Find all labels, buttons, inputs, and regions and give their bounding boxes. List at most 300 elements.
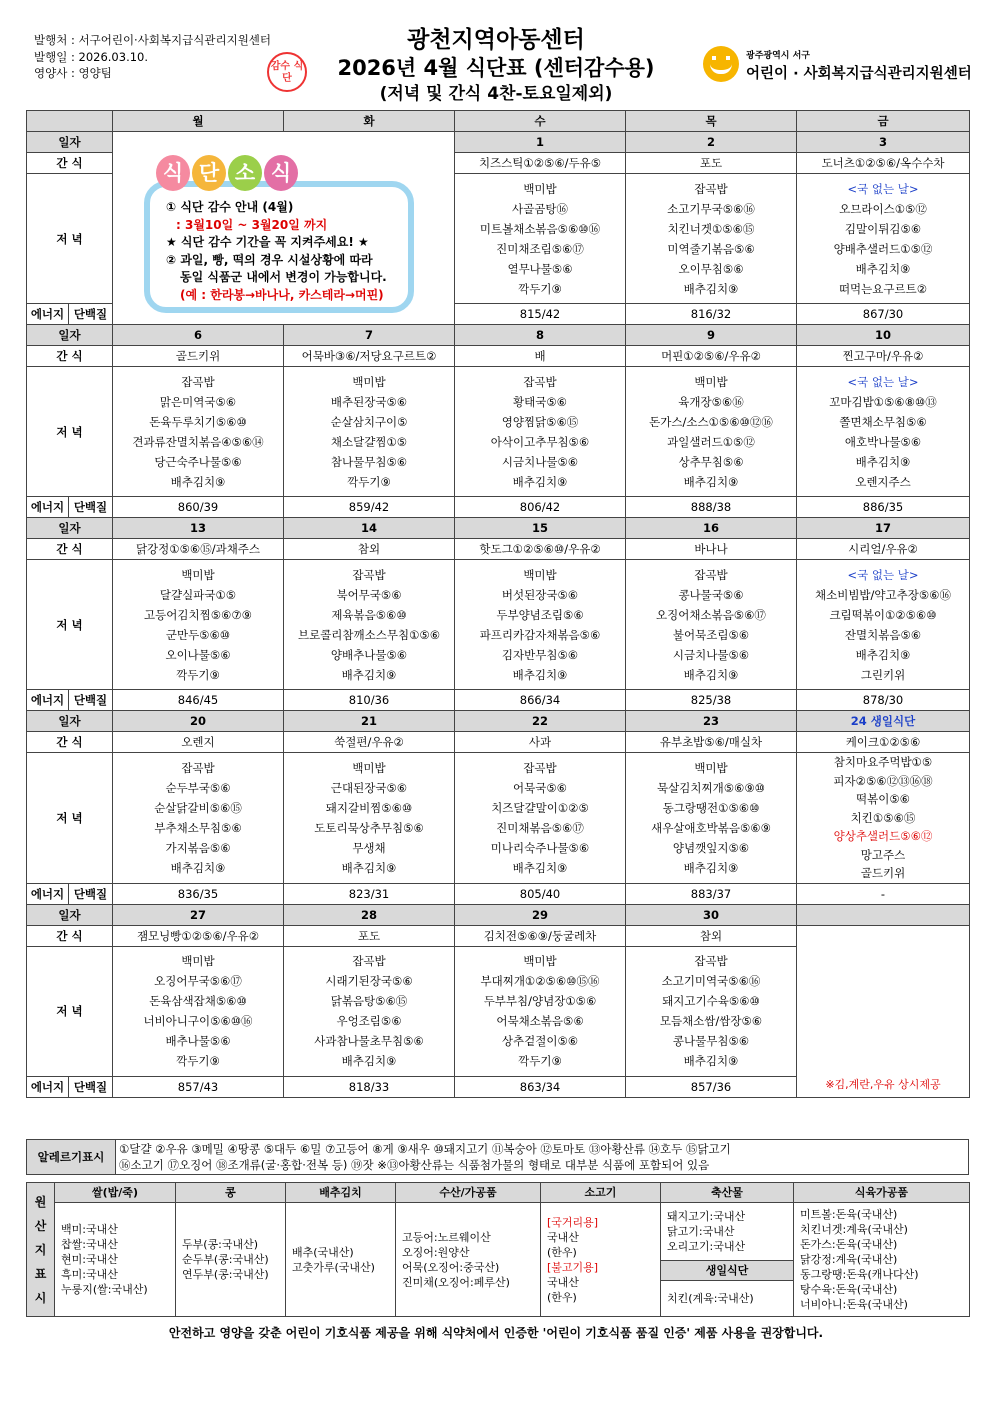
dish: <국 없는 날>: [847, 567, 919, 582]
day-cell: 6: [113, 325, 284, 346]
energy-row: [27, 690, 970, 711]
weekday-2: 화: [284, 111, 455, 132]
dish: 불어묵조림⑤⑥: [672, 627, 750, 642]
dish: 콩나물무침⑤⑥: [672, 1034, 750, 1048]
dish: 잡곡밥: [694, 954, 728, 968]
dish: 피자②⑤⑥⑫⑬⑯⑱: [833, 773, 933, 788]
dish: 돈육삼색잡채⑤⑥⑩: [149, 994, 247, 1008]
origin-header-rice: 쌀(밥/죽): [55, 1183, 176, 1203]
dish: 배추김치⑨: [341, 1054, 397, 1068]
energy-cell: 823/31: [284, 883, 455, 904]
allergy-line-2: ⑯소고기 ⑰오징어 ⑱조개류(굴·홍합·전복 등) ⑲잣 ※⑬아황산류는 식품첨가물의 형태로 대부분 식품에 포함되어 있음: [119, 1158, 710, 1172]
notice-text: [166, 199, 387, 304]
dish: 오징어무국⑤⑥⑰: [154, 974, 242, 988]
dish: 배추된장국⑤⑥: [330, 394, 408, 409]
snack-row: [27, 346, 970, 367]
day-cell: 1: [455, 132, 626, 153]
snack-cell: 유부초밥⑤⑥/매실차: [626, 732, 797, 753]
day-row: [27, 518, 970, 539]
snack-cell: 닭강정①⑤⑥⑮/과채주스: [113, 539, 284, 560]
dish: 돈가스/소스①⑤⑥⑩⑫⑯: [649, 414, 773, 429]
day-cell: 15: [455, 518, 626, 539]
dish: 시금치나물⑤⑥: [501, 454, 579, 469]
dish: 백미밥: [181, 954, 215, 968]
logo-city: 광주광역시 서구: [746, 51, 810, 61]
snack-cell: 오렌지: [113, 732, 284, 753]
snack-cell: 골드키위: [113, 346, 284, 367]
day-cell: 21: [284, 711, 455, 732]
dish: 떠먹는요구르트②: [838, 281, 928, 296]
energy-label: 에너지: [27, 497, 69, 518]
dinner-cell: [113, 367, 284, 497]
dish: 오므라이스①⑤⑫: [839, 201, 927, 216]
dish: 견과류잔멸치볶음④⑤⑥⑭: [132, 434, 264, 449]
dish: 백미밥: [694, 374, 728, 389]
publisher: 발행처 : 서구어린이·사회복지급식관리지원센터: [34, 33, 272, 47]
snack-label: 간 식: [27, 925, 113, 946]
energy-cell: 878/30: [797, 690, 970, 711]
dinner-cell: [626, 174, 797, 304]
dish: 양배추나물⑤⑥: [330, 647, 408, 662]
dish: 진미채조림⑤⑥⑰: [496, 241, 584, 256]
dish: 깍두기⑨: [176, 1054, 220, 1068]
day-label: 일자: [27, 132, 113, 153]
day-row: [27, 132, 970, 153]
day-cell: 10: [797, 325, 970, 346]
day-label: 일자: [27, 518, 113, 539]
dish: 근대된장국⑤⑥: [330, 780, 408, 795]
dinner-cell: [455, 946, 626, 1076]
dinner-row: [27, 753, 970, 884]
dish: 양배추샐러드①⑤⑫: [833, 241, 933, 256]
dish: 잡곡밥: [694, 181, 728, 196]
dish: 콩나물국⑤⑥: [678, 587, 744, 602]
dish: 배추김치⑨: [855, 261, 911, 276]
energy-cell: 846/45: [113, 690, 284, 711]
day-cell: 7: [284, 325, 455, 346]
dish: 시금치나물⑤⑥: [672, 647, 750, 662]
allergy-title: 알레르기표시: [27, 1140, 116, 1174]
weekday-4: 목: [626, 111, 797, 132]
dinner-cell: [113, 560, 284, 690]
origin-header-birthday: 생일식단: [661, 1261, 794, 1281]
dish: 오렌지주스: [855, 474, 911, 489]
dish: 채소달걀찜①⑤: [330, 434, 408, 449]
dinner-label: 저 녁: [27, 174, 113, 304]
dish: 양념깻잎지⑤⑥: [672, 840, 750, 855]
dish: 도토리묵상추무침⑤⑥: [314, 820, 424, 835]
snack-cell: 김치전⑤⑥⑨/둥굴레차: [455, 925, 626, 946]
notice-line-6: (예 : 한라봉→바나나, 카스테라→머핀): [180, 287, 384, 302]
dish: 부대찌개①②⑤⑥⑩⑮⑯: [480, 974, 600, 988]
dish: 잡곡밥: [352, 567, 386, 582]
day-cell: 27: [113, 904, 284, 925]
dish: 버섯된장국⑤⑥: [501, 587, 579, 602]
dish: 치킨①⑤⑥⑮: [850, 810, 916, 825]
dish: 미역줄기볶음⑤⑥: [667, 241, 755, 256]
dish: 돈육두루치기⑤⑥⑩: [149, 414, 247, 429]
logo-org: 어린이 · 사회복지급식관리지원센터: [746, 66, 972, 82]
day-cell: 23: [626, 711, 797, 732]
snack-cell: 배: [455, 346, 626, 367]
snack-cell: 잼모닝빵①②⑤⑥/우유②: [113, 925, 284, 946]
dish: 배추김치⑨: [170, 474, 226, 489]
dish: 잡곡밥: [523, 760, 557, 775]
balloon-4: 식: [264, 155, 298, 191]
issuer-info: [34, 32, 271, 82]
dish: 깍두기⑨: [176, 667, 220, 682]
protein-label: 단백질: [69, 690, 113, 711]
notice-balloons: [156, 155, 300, 197]
snack-cell: 사과: [455, 732, 626, 753]
notice-line-2: : 3월10일 ~ 3월20일 까지: [176, 217, 328, 232]
dish: 미나리숙주나물⑤⑥: [490, 840, 590, 855]
day-cell: 3: [797, 132, 970, 153]
energy-label: 에너지: [27, 690, 69, 711]
dish: 참치마요주먹밥①⑤: [833, 755, 933, 769]
energy-cell: 857/43: [113, 1076, 284, 1097]
dish: 양상추샐러드⑤⑥⑫: [833, 829, 933, 843]
dish: 묵살김치찌개⑤⑥⑨⑩: [657, 780, 765, 795]
dish: 배추김치⑨: [683, 474, 739, 489]
dish: 진미채볶음⑤⑥⑰: [496, 820, 584, 835]
dish: 파프리카감자채볶음⑤⑥: [479, 627, 601, 642]
dish: 사골곰탕⑯: [512, 201, 568, 216]
dinner-label: 저 녁: [27, 560, 113, 690]
energy-row: [27, 497, 970, 518]
dish: 닭볶음탕⑤⑥⑮: [330, 994, 408, 1008]
snack-cell: 도너츠①②⑤⑥/옥수수차: [797, 153, 970, 174]
dish: <국 없는 날>: [847, 181, 919, 196]
notice-line-1: ① 식단 감수 안내 (4월): [166, 200, 294, 214]
dish: 군만두⑤⑥⑩: [165, 627, 231, 642]
dish: 깍두기⑨: [518, 1054, 562, 1068]
day-cell: 16: [626, 518, 797, 539]
weekday-3: 수: [455, 111, 626, 132]
energy-cell: 857/36: [626, 1076, 797, 1097]
notice-line-4: ② 과일, 빵, 떡의 경우 시설상황에 따라: [166, 252, 373, 267]
energy-cell: 825/38: [626, 690, 797, 711]
day-cell: 9: [626, 325, 797, 346]
dish: 치즈달걀말이①②⑤: [491, 800, 589, 815]
dinner-label: 저 녁: [27, 946, 113, 1076]
dish: 두부부침/양념장①⑤⑥: [483, 994, 597, 1008]
dish: 애호박나물⑤⑥: [844, 434, 922, 449]
energy-cell: 805/40: [455, 883, 626, 904]
dish: 골드키위: [860, 866, 906, 880]
energy-cell: 810/36: [284, 690, 455, 711]
dish: 꼬마김밥①⑤⑥⑧⑩⑬: [829, 394, 937, 409]
day-cell: 14: [284, 518, 455, 539]
weekday-5: 금: [797, 111, 970, 132]
dish: 배추나물⑤⑥: [165, 1034, 231, 1048]
center-name: 광천지역아동센터: [407, 27, 585, 53]
dish: 잡곡밥: [181, 760, 215, 775]
snack-cell: 쑥절편/우유②: [284, 732, 455, 753]
dish: 영양찜닭⑤⑥⑮: [501, 414, 579, 429]
origin-header-processed: 식육가공품: [794, 1183, 970, 1203]
dish: 새우살애호박볶음⑤⑥⑨: [651, 820, 771, 835]
dish: 백미밥: [523, 181, 557, 196]
dish: 배추김치⑨: [512, 474, 568, 489]
day-cell: 22: [455, 711, 626, 732]
energy-cell: 866/34: [455, 690, 626, 711]
energy-cell: 816/32: [626, 304, 797, 325]
dish: 아삭이고추무침⑤⑥: [490, 434, 590, 449]
day-label: 일자: [27, 904, 113, 925]
dish: 깍두기⑨: [347, 474, 391, 489]
dinner-cell: [797, 560, 970, 690]
origin-processed: 미트볼:돈육(국내산) 치킨너겟:계육(국내산) 돈가스:돈육(국내산) 닭강정:계육(국내산) 동그랑땡:돈육(캐나다산) 탕수육:돈육(국내산) 너비아니:돈육(국내산): [794, 1203, 970, 1317]
dish: 백미밥: [694, 760, 728, 775]
dish: 너비아니구이⑤⑥⑩⑯: [143, 1014, 253, 1028]
dish: 달걀실파국①⑤: [159, 587, 237, 602]
weekday-corner: [27, 111, 113, 132]
day-cell: 30: [626, 904, 797, 925]
origin-livestock: 돼지고기:국내산 닭고기:국내산 오리고기:국내산: [661, 1203, 794, 1261]
footer-note: 안전하고 영양을 갖춘 어린이 기호식품 제공을 위해 식약처에서 인증한 '어린이 기호식품 품질 인증' 제품 사용을 권장합니다.: [168, 1326, 824, 1340]
dish: 잡곡밥: [694, 567, 728, 582]
dish: 배추김치⑨: [512, 860, 568, 875]
snack-cell: 핫도그①②⑤⑥⑩/우유②: [455, 539, 626, 560]
origin-side-label: 원 산 지 표 시: [27, 1183, 55, 1317]
dish: 열무나물⑤⑥: [507, 261, 573, 276]
snack-label: 간 식: [27, 346, 113, 367]
dish: 당근숙주나물⑤⑥: [154, 454, 242, 469]
notice-line-5: 동일 식품군 내에서 변경이 가능합니다.: [180, 270, 387, 284]
snack-cell: 바나나: [626, 539, 797, 560]
dinner-cell: [455, 753, 626, 884]
snack-cell: 어묵바③⑥/저당요구르트②: [284, 346, 455, 367]
energy-cell: 888/38: [626, 497, 797, 518]
menu-subtitle: (저녁 및 간식 4찬-토요일제외): [379, 84, 613, 104]
dish: 상추무침⑤⑥: [678, 454, 744, 469]
day-row: [27, 711, 970, 732]
dish: 배추김치⑨: [512, 667, 568, 682]
smile-logo-icon: [703, 46, 739, 82]
dish: 망고주스: [860, 847, 906, 862]
dish: 상추겉절이⑤⑥: [501, 1034, 579, 1048]
energy-cell: 859/42: [284, 497, 455, 518]
dish: 배추김치⑨: [855, 454, 911, 469]
dinner-cell: [284, 560, 455, 690]
dish: 황태국⑤⑥: [513, 394, 567, 409]
dish: 우엉조림⑤⑥: [336, 1014, 402, 1028]
dish: 어묵채소볶음⑤⑥: [496, 1014, 584, 1028]
origin-header-kimchi: 배추김치: [286, 1183, 396, 1203]
dish: 시래기된장국⑤⑥: [325, 974, 413, 988]
dish: 배추김치⑨: [683, 281, 739, 296]
menu-title: 2026년 4월 식단표 (센터감수용): [337, 56, 655, 80]
dinner-cell: [113, 946, 284, 1076]
snack-label: 간 식: [27, 539, 113, 560]
allergy-line-1: ①달걀 ②우유 ③메밀 ④땅콩 ⑤대두 ⑥밀 ⑦고등어 ⑧게 ⑨새우 ⑩돼지고기 ⑪복숭아 ⑫토마토 ⑬아황산류 ⑭호두 ⑮닭고기: [119, 1142, 731, 1156]
dish: 육개장⑤⑥⑯: [678, 394, 744, 409]
dish: 제육볶음⑤⑥⑩: [331, 607, 407, 622]
energy-row: [27, 883, 970, 904]
dish: 맑은미역국⑤⑥: [159, 394, 237, 409]
dinner-cell: [626, 946, 797, 1076]
snack-cell: 포도: [284, 925, 455, 946]
dish: 배추김치⑨: [683, 860, 739, 875]
weekday-1: 월: [113, 111, 284, 132]
dish: 순두부국⑤⑥: [165, 780, 231, 795]
day-row: [27, 904, 970, 925]
snack-cell: 머핀①②⑤⑥/우유②: [626, 346, 797, 367]
dish: 배추김치⑨: [683, 1054, 739, 1068]
snack-row: [27, 539, 970, 560]
dish: 사과참나물초무침⑤⑥: [314, 1034, 424, 1048]
snack-cell: 찐고구마/우유②: [797, 346, 970, 367]
dish: 돼지고기수육⑤⑥⑩: [662, 994, 760, 1008]
energy-cell: 863/34: [455, 1076, 626, 1097]
dish: 잡곡밥: [181, 374, 215, 389]
dinner-row: [27, 560, 970, 690]
dish: 부추채소무침⑤⑥: [154, 820, 242, 835]
origin-kimchi: 배추(국내산) 고춧가루(국내산): [286, 1203, 396, 1317]
dinner-cell: [626, 367, 797, 497]
dish: 소고기미역국⑤⑥⑯: [661, 974, 761, 988]
dish: 떡볶이⑤⑥: [856, 792, 910, 806]
dish: 돼지갈비찜⑤⑥⑩: [325, 800, 413, 815]
dish: 그린키위: [860, 667, 906, 682]
protein-label: 단백질: [69, 497, 113, 518]
weekday-header-row: [27, 111, 970, 132]
dish: 배추김치⑨: [683, 667, 739, 682]
menu-notice: [144, 155, 414, 315]
dinner-cell: [284, 946, 455, 1076]
issue-date: 발행일 : 2026.03.10.: [34, 49, 149, 64]
dish: 백미밥: [181, 567, 215, 582]
dish: 순살닭갈비⑤⑥⑮: [154, 800, 242, 815]
dinner-cell: [626, 753, 797, 884]
dish: 배추김치⑨: [855, 647, 911, 662]
origin-table: [26, 1182, 970, 1317]
dish: 잡곡밥: [523, 374, 557, 389]
balloon-3: 소: [228, 155, 262, 191]
snack-row: [27, 925, 970, 946]
dish: 잡곡밥: [352, 954, 386, 968]
snack-label: 간 식: [27, 732, 113, 753]
dish: 동그랑땡전①⑤⑥⑩: [662, 800, 760, 815]
dinner-cell: [455, 174, 626, 304]
origin-beef: [국거리용] 국내산 (한우) [불고기용] 국내산 (한우): [541, 1203, 661, 1317]
dish: 가지볶음⑤⑥: [165, 840, 231, 855]
day-cell: 28: [284, 904, 455, 925]
dish: 오징어채소볶음⑤⑥⑰: [656, 607, 766, 622]
day-label: 일자: [27, 325, 113, 346]
dish: 배추김치⑨: [341, 667, 397, 682]
dish: 백미밥: [352, 760, 386, 775]
origin-header-bean: 콩: [176, 1183, 286, 1203]
dinner-label: 저 녁: [27, 753, 113, 884]
dish: 김말이튀김⑤⑥: [844, 221, 922, 236]
dinner-cell: [284, 367, 455, 497]
dish: 김자반무침⑤⑥: [501, 647, 579, 662]
snack-row: [27, 732, 970, 753]
day-cell: 20: [113, 711, 284, 732]
dish: 쫄면채소무침⑤⑥: [839, 414, 927, 429]
protein-label: 단백질: [69, 304, 113, 325]
dish: 순살삼치구이⑤: [330, 414, 408, 429]
dinner-cell: [797, 753, 970, 884]
dish: 브로콜리참깨소스무침①⑤⑥: [297, 627, 441, 642]
energy-label: 에너지: [27, 1076, 69, 1097]
notice-line-3: ★ 식단 감수 기간을 꼭 지켜주세요! ★: [166, 235, 369, 249]
allergy-list: [119, 1141, 731, 1173]
dish: 백미밥: [352, 374, 386, 389]
dish: 배추김치⑨: [170, 860, 226, 875]
day-cell: [797, 904, 970, 925]
snack-cell: 치즈스틱①②⑤⑥/두유⑤: [455, 153, 626, 174]
dinner-cell: [455, 367, 626, 497]
energy-label: 에너지: [27, 883, 69, 904]
dish: 치킨너겟①⑤⑥⑮: [667, 221, 755, 236]
origin-header-livestock: 축산물: [661, 1183, 794, 1203]
energy-cell: 836/35: [113, 883, 284, 904]
dish: 과일샐러드①⑤⑫: [667, 434, 755, 449]
origin-rice: 백미:국내산 찹쌀:국내산 현미:국내산 흑미:국내산 누룽지(쌀:국내산): [55, 1203, 176, 1317]
page-title: [320, 26, 672, 106]
energy-cell: 886/35: [797, 497, 970, 518]
always-provided-note: ※김,계란,우유 상시제공: [797, 925, 970, 1097]
dish: 북어무국⑤⑥: [336, 587, 402, 602]
origin-birthday: 치킨(계육:국내산): [661, 1281, 794, 1317]
dinner-cell: [626, 560, 797, 690]
energy-label: 에너지: [27, 304, 69, 325]
dish: 잔멸치볶음⑤⑥: [844, 627, 922, 642]
origin-bean: 두부(콩:국내산) 순두부(콩:국내산) 연두부(콩:국내산): [176, 1203, 286, 1317]
origin-header-seafood: 수산/가공품: [396, 1183, 541, 1203]
dish: 참나물무침⑤⑥: [330, 454, 408, 469]
energy-cell: 883/37: [626, 883, 797, 904]
snack-cell: 포도: [626, 153, 797, 174]
allergy-legend: [26, 1139, 969, 1175]
snack-cell: 케이크①②⑤⑥: [797, 732, 970, 753]
balloon-2: 단: [192, 155, 226, 191]
protein-label: 단백질: [69, 883, 113, 904]
dish: 미트볼채소볶음⑤⑥⑩⑯: [479, 221, 601, 236]
protein-label: 단백질: [69, 1076, 113, 1097]
snack-cell: 참외: [284, 539, 455, 560]
day-row: [27, 325, 970, 346]
dinner-label: 저 녁: [27, 367, 113, 497]
day-cell: 13: [113, 518, 284, 539]
dish: 고등어김치찜⑤⑥⑦⑨: [144, 607, 252, 622]
dish: 소고기무국⑤⑥⑯: [667, 201, 755, 216]
dish: 오이나물⑤⑥: [165, 647, 231, 662]
balloon-1: 식: [156, 155, 190, 191]
energy-cell: -: [797, 883, 970, 904]
dinner-row: [27, 367, 970, 497]
dish: <국 없는 날>: [847, 374, 919, 389]
dinner-cell: [113, 753, 284, 884]
day-cell: 8: [455, 325, 626, 346]
origin-header-beef: 소고기: [541, 1183, 661, 1203]
day-cell: 29: [455, 904, 626, 925]
dish: 채소비빔밥/약고추장⑤⑥⑯: [815, 587, 951, 602]
energy-cell: 806/42: [455, 497, 626, 518]
snack-cell: 참외: [626, 925, 797, 946]
energy-cell: 815/42: [455, 304, 626, 325]
dish: 크림떡볶이①②⑤⑥⑩: [829, 607, 937, 622]
dinner-cell: [797, 367, 970, 497]
snack-label: 간 식: [27, 153, 113, 174]
energy-cell: 867/30: [797, 304, 970, 325]
review-stamp: 감수 식단: [267, 52, 307, 92]
dish: 두부양념조림⑤⑥: [496, 607, 584, 622]
day-label: 일자: [27, 711, 113, 732]
